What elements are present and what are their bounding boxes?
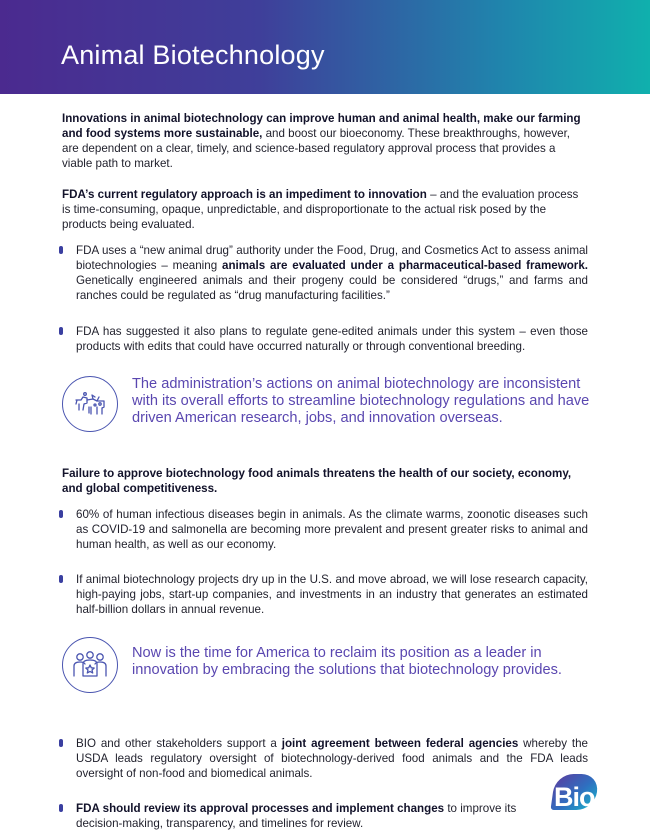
list-item: FDA has suggested it also plans to regulate gene-edited animals under this system – even those products with edits that could have occurred naturally or through conventional breeding. bbox=[62, 324, 588, 354]
callout-text: The administration’s actions on animal biotechnology are inconsistent with its overall efforts to streamline biotechnology regulations and have driven American research, jobs, and innovation overseas. bbox=[132, 376, 590, 426]
farm-animals-icon bbox=[62, 376, 118, 432]
document-body bbox=[62, 111, 588, 831]
fda-paragraph bbox=[62, 187, 588, 232]
callout-text: Now is the time for America to reclaim its position as a leader in innovation by embracing the solutions that biotechnology provides. bbox=[132, 645, 562, 678]
intro-rest: and boost our bioeconomy. These breakthroughs, however, are dependent on a clear, timely, and science-based regulatory approval process that provides a viable path to market. bbox=[62, 127, 571, 170]
bio-logo-text: Bio bbox=[554, 782, 595, 812]
callout-leader bbox=[62, 637, 588, 699]
bullet-marker bbox=[59, 327, 63, 335]
list-item: If animal biotechnology projects dry up in the U.S. and move abroad, we will lose research capacity, high-paying jobs, start-up companies, and investments in an industry that generates an estimated half-billion dollars in annual revenue. bbox=[62, 572, 588, 617]
intro-paragraph bbox=[62, 111, 588, 171]
fda-bold: FDA’s current regulatory approach is an impediment to innovation bbox=[62, 188, 427, 201]
callout-administration bbox=[62, 376, 588, 438]
section-heading: Failure to approve biotechnology food animals threatens the health of our society, economy, and global competitiveness. bbox=[62, 467, 572, 495]
people-star-icon bbox=[62, 637, 118, 693]
bio-logo bbox=[550, 770, 608, 822]
bullet-marker bbox=[59, 575, 63, 583]
bullet-marker bbox=[59, 739, 63, 747]
list-item: FDA uses a “new animal drug” authority under the Food, Drug, and Cosmetics Act to assess animal biotechnologies – meaning animals are evaluated under a pharmaceutical-based framework. Genetically engineered animals and their progeny could be considered “drugs,” and farms and ranches could be regulated as “drug manufacturing facilities.” bbox=[62, 243, 588, 303]
header-banner bbox=[0, 0, 650, 94]
page-title: Animal Biotechnology bbox=[61, 40, 325, 70]
bullet-marker bbox=[59, 510, 63, 518]
bullet-marker bbox=[59, 246, 63, 254]
list-item: 60% of human infectious diseases begin in animals. As the climate warms, zoonotic diseases such as COVID-19 and salmonella are becoming more prevalent and present greater risks to animal and human health, as well as our economy. bbox=[62, 507, 588, 552]
fda-rest: – and the evaluation process is time-consuming, opaque, unpredictable, and disproportionate to the actual risk posed by the products being evaluated. bbox=[62, 188, 579, 231]
list-item: FDA should review its approval processes and implement changes to improve its decision-making, transparency, and timelines for review. bbox=[62, 801, 546, 831]
intro-bold: Innovations in animal biotechnology can improve human and animal health, make our farming and food systems more sustainable, bbox=[62, 112, 581, 140]
list-item: BIO and other stakeholders support a joint agreement between federal agencies whereby the USDA leads regulatory oversight of biotechnology-derived food animals and the FDA leads oversight of non-food and biomedical animals. bbox=[62, 736, 588, 781]
bullet-marker bbox=[59, 804, 63, 812]
